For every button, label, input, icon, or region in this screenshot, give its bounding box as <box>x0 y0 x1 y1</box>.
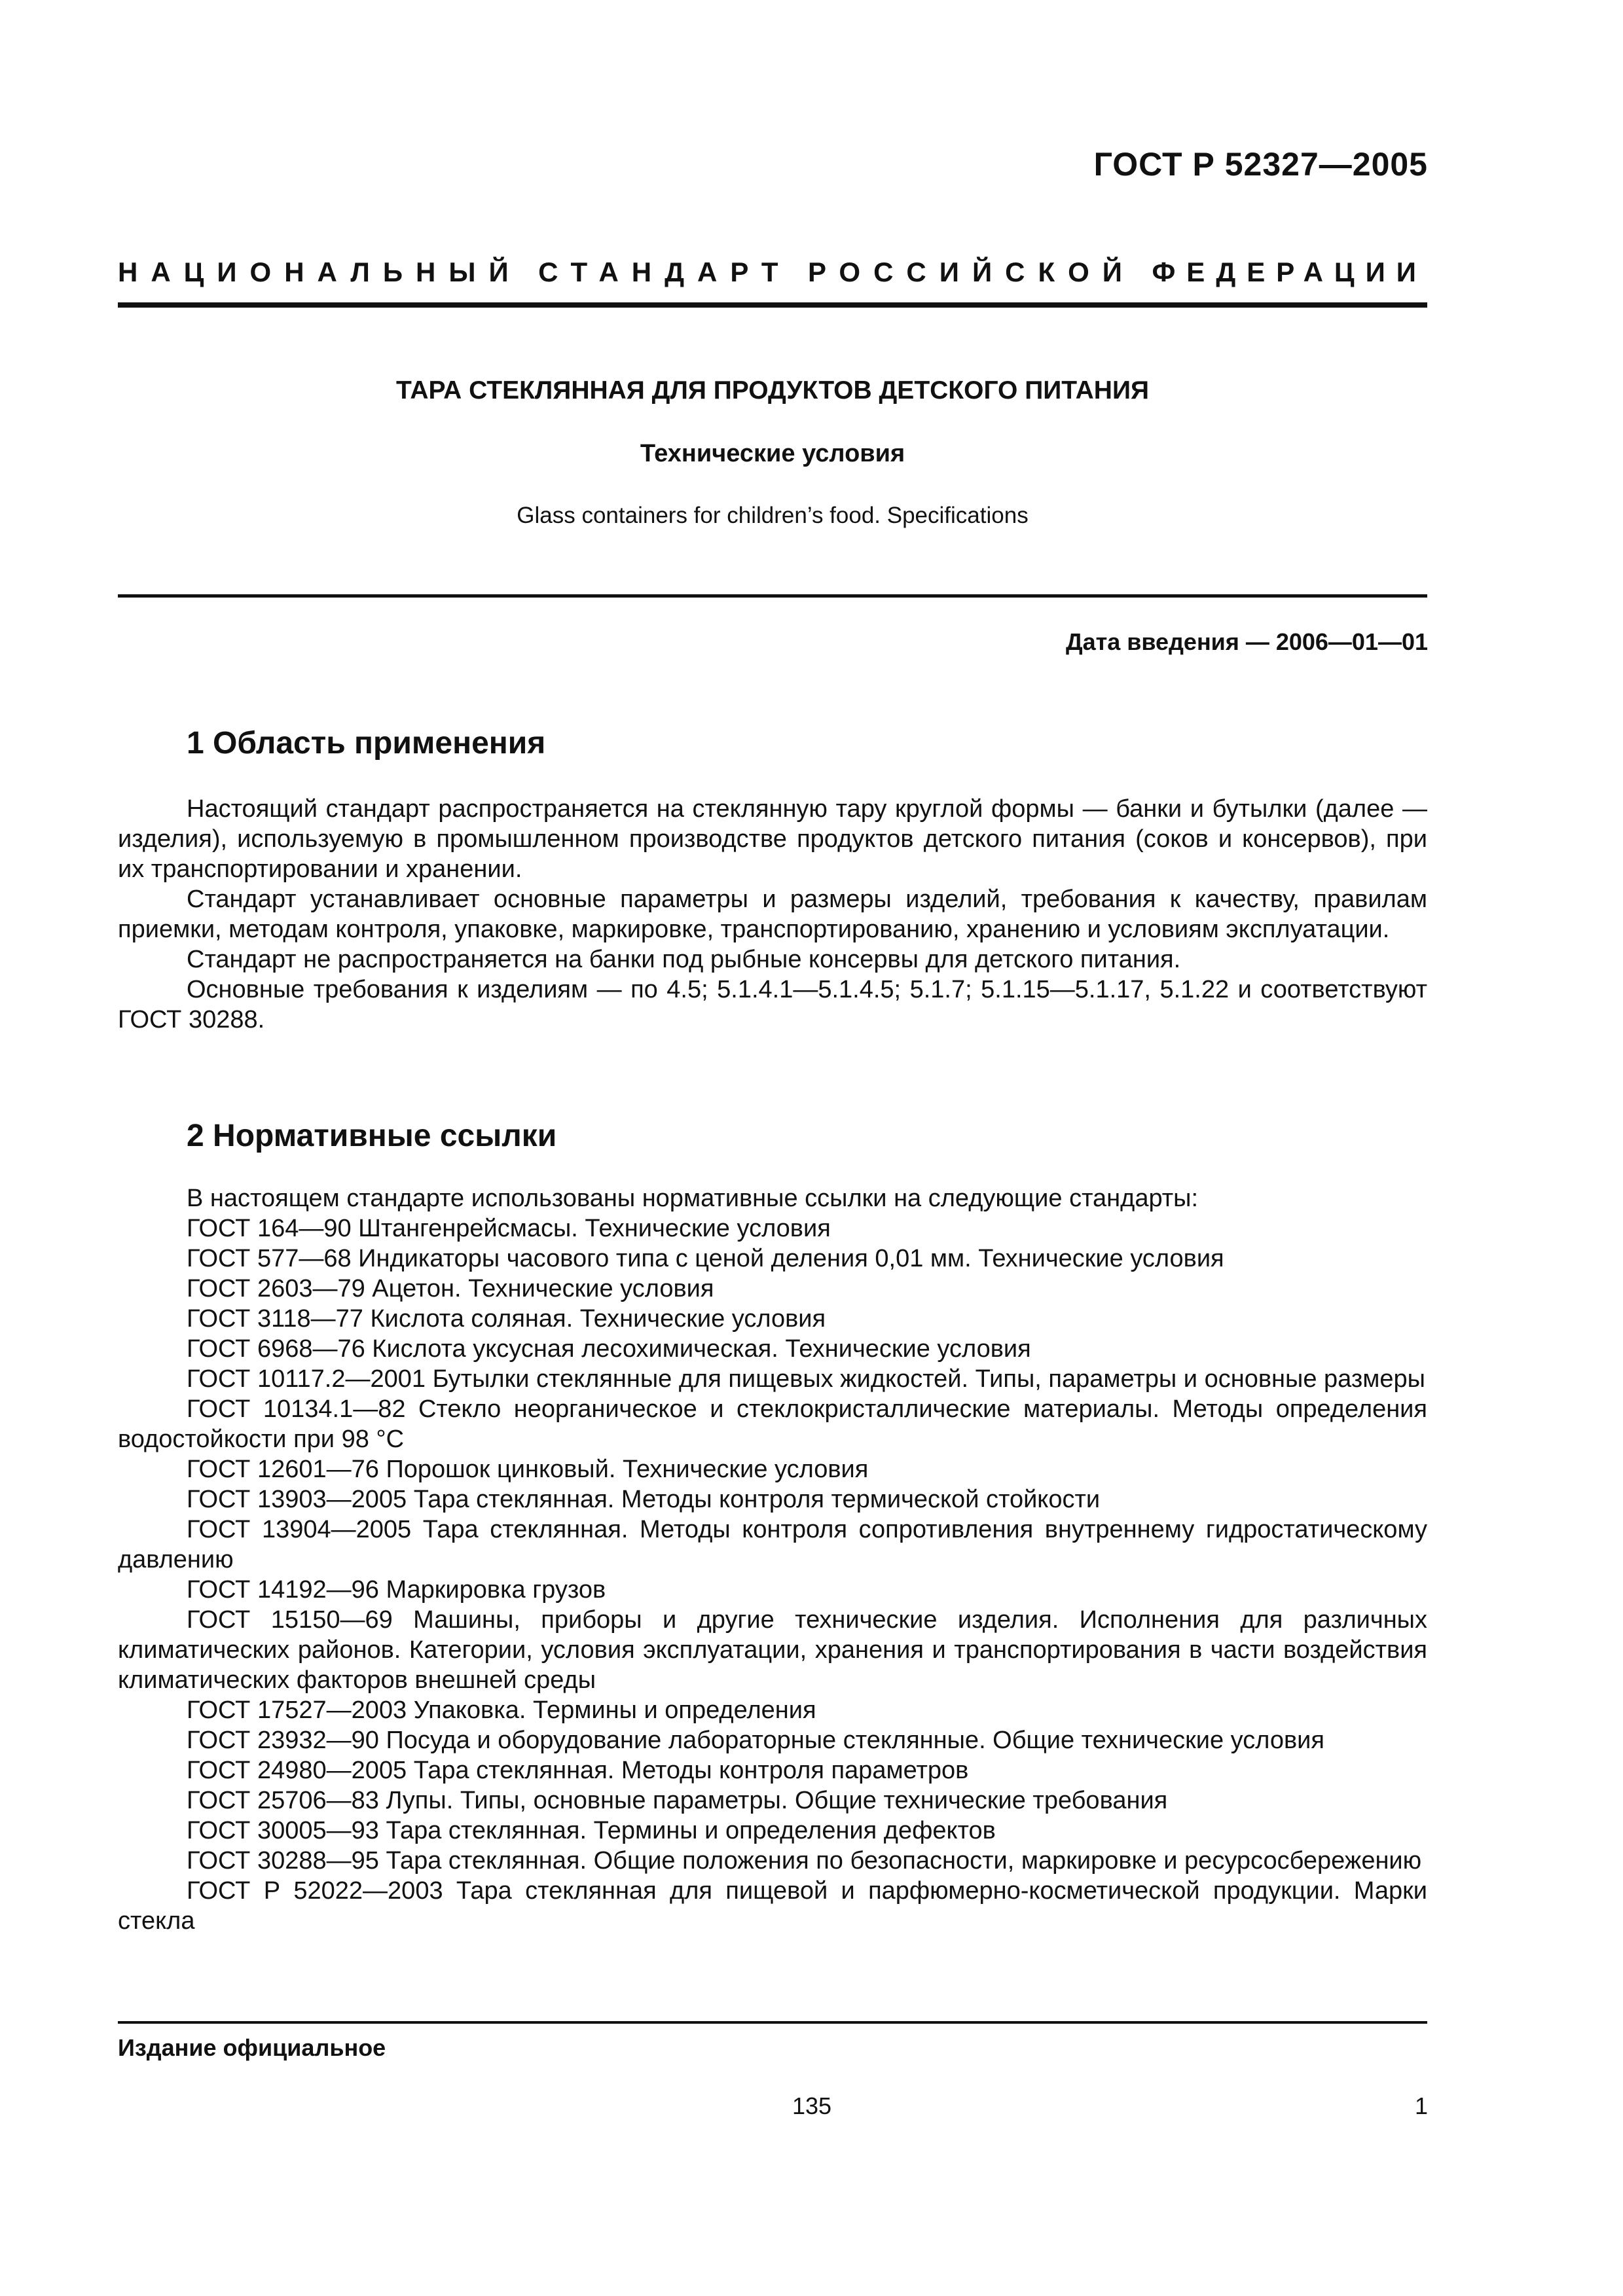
reference-item: ГОСТ 10134.1—82 Стекло неорганическое и стеклокристаллические материалы. Методы определения водостойкости при 98 °С <box>118 1395 1427 1453</box>
section-1-body <box>118 794 1427 1035</box>
document-english-title: Glass containers for children’s food. Specifications <box>517 503 1029 528</box>
reference-item: ГОСТ 13904—2005 Тара стеклянная. Методы контроля сопротивления внутреннему гидростатическому давлению <box>118 1516 1427 1573</box>
reference-item: ГОСТ 24980—2005 Тара стеклянная. Методы контроля параметров <box>187 1757 969 1784</box>
reference-item: ГОСТ 6968—76 Кислота уксусная лесохимическая. Технические условия <box>187 1335 1031 1363</box>
reference-item: ГОСТ 12601—76 Порошок цинковый. Технические условия <box>187 1456 869 1483</box>
reference-item: ГОСТ 577—68 Индикаторы часового типа с ценой деления 0,01 мм. Технические условия <box>187 1245 1224 1272</box>
reference-item: ГОСТ 10117.2—2001 Бутылки стеклянные для пищевых жидкостей. Типы, параметры и основные размеры <box>187 1365 1425 1393</box>
reference-item: ГОСТ 2603—79 Ацетон. Технические условия <box>187 1275 714 1302</box>
reference-item: ГОСТ 3118—77 Кислота соляная. Технические условия <box>187 1305 826 1333</box>
title-divider <box>118 594 1427 598</box>
introduction-date: Дата введения — 2006—01—01 <box>1065 628 1428 655</box>
reference-item: ГОСТ 23932—90 Посуда и оборудование лабораторные стеклянные. Общие технические условия <box>187 1727 1324 1754</box>
reference-item: ГОСТ 164—90 Штангенрейсмасы. Технические условия <box>187 1215 831 1242</box>
reference-item: ГОСТ 30005—93 Тара стеклянная. Термины и определения дефектов <box>187 1817 996 1844</box>
official-edition-label: Издание официальное <box>118 2034 386 2061</box>
reference-item: ГОСТ 13903—2005 Тара стеклянная. Методы контроля термической стойкости <box>187 1486 1101 1513</box>
standard-word: СТАНДАРТ <box>538 257 792 287</box>
reference-item: ГОСТ Р 52022—2003 Тара стеклянная для пищевой и парфюмерно-косметической продукции. Марки стекла <box>118 1877 1427 1935</box>
footer-divider <box>118 2021 1427 2024</box>
references-intro: В настоящем стандарте использованы нормативные ссылки на следующие стандарты: <box>187 1185 1199 1212</box>
section-2-heading: 2 Нормативные ссылки <box>187 1119 557 1153</box>
document-title: ТАРА СТЕКЛЯННАЯ ДЛЯ ПРОДУКТОВ ДЕТСКОГО ПИТАНИЯ <box>395 376 1150 404</box>
reference-item: ГОСТ 14192—96 Маркировка грузов <box>187 1576 606 1604</box>
section-2-body <box>118 1183 1427 1936</box>
section-1-heading: 1 Область применения <box>187 726 546 761</box>
federation-word: ФЕДЕРАЦИИ <box>1152 257 1427 287</box>
reference-item: ГОСТ 25706—83 Лупы. Типы, основные параметры. Общие технические требования <box>187 1787 1168 1814</box>
page-number-right: 1 <box>1414 2092 1428 2119</box>
paragraph: Настоящий стандарт распространяется на стеклянную тару круглой формы — банки и бутылки (далее — изделия), используемую в промышленном производстве продуктов детского питания (соков и консервов), при их транспортировании и хранении. <box>118 795 1427 883</box>
national-word: НАЦИОНАЛЬНЫЙ <box>118 257 522 287</box>
russian-word: РОССИЙСКОЙ <box>807 257 1135 287</box>
document-subtitle: Технические условия <box>640 440 905 467</box>
gost-number: ГОСТ Р 52327—2005 <box>1093 146 1428 183</box>
paragraph: Стандарт устанавливает основные параметры и размеры изделий, требования к качеству, правилам приемки, методам контроля, упаковке, маркировке, транспортированию, хранению и условиям эксплуатации. <box>118 886 1427 943</box>
national-standard-line <box>118 257 1427 288</box>
paragraph: Стандарт не распространяется на банки под рыбные консервы для детского питания. <box>187 946 1181 973</box>
reference-item: ГОСТ 15150—69 Машины, приборы и другие технические изделия. Исполнения для различных климатических районов. Категории, условия эксплуатации, хранения и транспортирования в части воздействия климатических факторов внешней среды <box>118 1606 1427 1694</box>
reference-item: ГОСТ 30288—95 Тара стеклянная. Общие положения по безопасности, маркировке и ресурсосбережению <box>187 1847 1422 1874</box>
paragraph: Основные требования к изделиям — по 4.5; 5.1.4.1—5.1.4.5; 5.1.7; 5.1.15—5.1.17, 5.1.22 и соответствуют ГОСТ 30288. <box>118 976 1427 1033</box>
page-number-center: 135 <box>792 2092 832 2119</box>
reference-item: ГОСТ 17527—2003 Упаковка. Термины и определения <box>187 1696 816 1724</box>
header-divider <box>118 302 1427 308</box>
